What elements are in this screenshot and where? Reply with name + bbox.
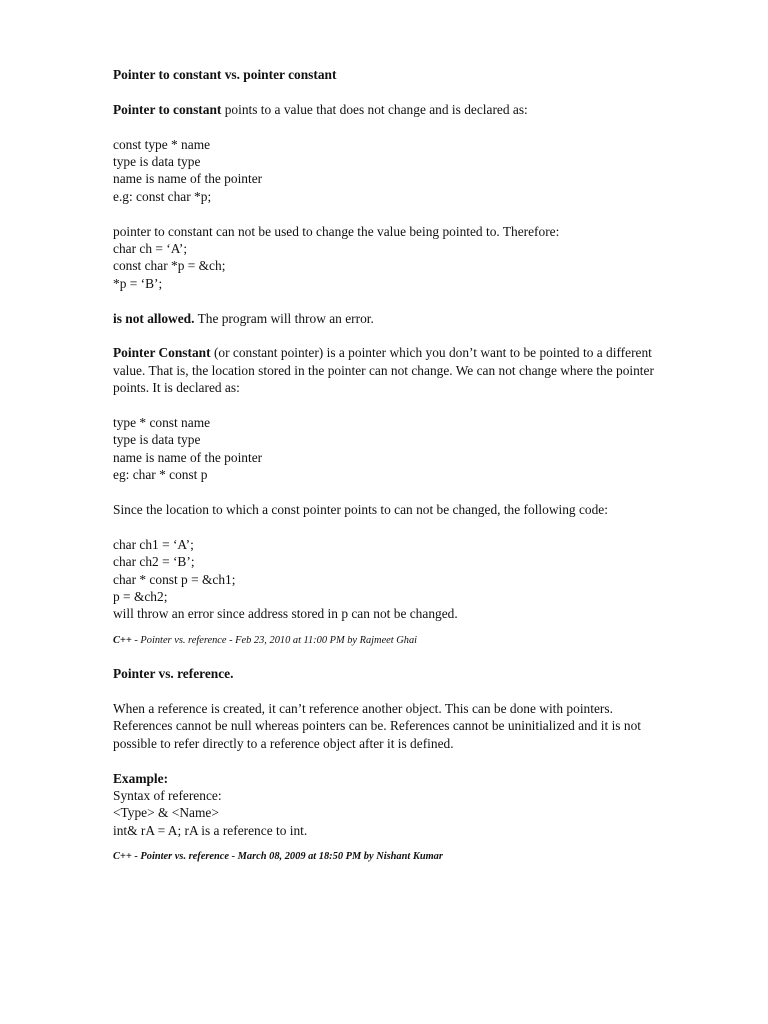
- paragraph-text: points to a value that does not change and is declared as:: [221, 101, 528, 117]
- meta-category: C++: [113, 634, 132, 646]
- code-line: Syntax of reference:: [113, 788, 222, 804]
- code-line: name is name of the pointer: [113, 171, 263, 187]
- document-page: [113, 66, 658, 864]
- code-line: char ch2 = ‘B’;: [113, 554, 195, 570]
- post-meta: [113, 634, 658, 648]
- term-bold: Pointer to constant: [113, 101, 222, 117]
- paragraph: [113, 344, 658, 396]
- code-line: <Type> & <Name>: [113, 805, 219, 821]
- paragraph-text: pointer to constant can not be used to change the value being pointed to. Therefore:: [113, 223, 560, 239]
- code-line: type * const name: [113, 415, 211, 431]
- code-line: const type * name: [113, 136, 211, 152]
- meta-text: - Pointer vs. reference - March 08, 2009 at 18:50 PM by Nishant Kumar: [131, 851, 443, 863]
- paragraph: [113, 310, 658, 327]
- term-bold: is not allowed.: [113, 310, 195, 326]
- paragraph-text: (or constant pointer) is a pointer which you don’t want to be pointed to a different value. That is, the location stored in the pointer can not change. We can not change where the pointer points. It is declared as:: [113, 345, 654, 396]
- meta-category: C++: [113, 851, 132, 863]
- code-line: *p = ‘B’;: [113, 275, 163, 291]
- code-line: char * const p = &ch1;: [113, 571, 236, 587]
- section-title: Pointer vs. reference.: [113, 666, 234, 682]
- paragraph-text: The program will throw an error.: [194, 310, 374, 326]
- code-line: char ch = ‘A’;: [113, 241, 188, 257]
- term-bold: Pointer Constant: [113, 345, 211, 361]
- code-line: name is name of the pointer: [113, 449, 263, 465]
- paragraph-text: Since the location to which a const pointer points to can not be changed, the following code:: [113, 502, 608, 518]
- paragraph: [113, 101, 658, 118]
- code-line: p = &ch2;: [113, 589, 168, 605]
- code-line: type is data type: [113, 154, 201, 169]
- section-title: Pointer to constant vs. pointer constant: [113, 67, 337, 82]
- code-line: const char *p = &ch;: [113, 258, 226, 274]
- example-label: Example:: [113, 770, 169, 786]
- paragraph-text: When a reference is created, it can’t reference another object. This can be done with pointers. References cannot be null whereas pointers can be. References cannot be uninitialized and it is not possible to refer directly to a reference object after it is defined.: [113, 701, 641, 751]
- code-line: type is data type: [113, 432, 201, 448]
- code-line: int& rA = A; rA is a reference to int.: [113, 822, 308, 838]
- post-meta: [113, 850, 658, 864]
- code-line: e.g: const char *p;: [113, 188, 212, 204]
- paragraph-text: will throw an error since address stored in p can not be changed.: [113, 606, 458, 622]
- code-line: char ch1 = ‘A’;: [113, 536, 194, 552]
- code-line: eg: char * const p: [113, 467, 208, 483]
- meta-text: - Pointer vs. reference - Feb 23, 2010 at 11:00 PM by Rajmeet Ghai: [131, 634, 418, 646]
